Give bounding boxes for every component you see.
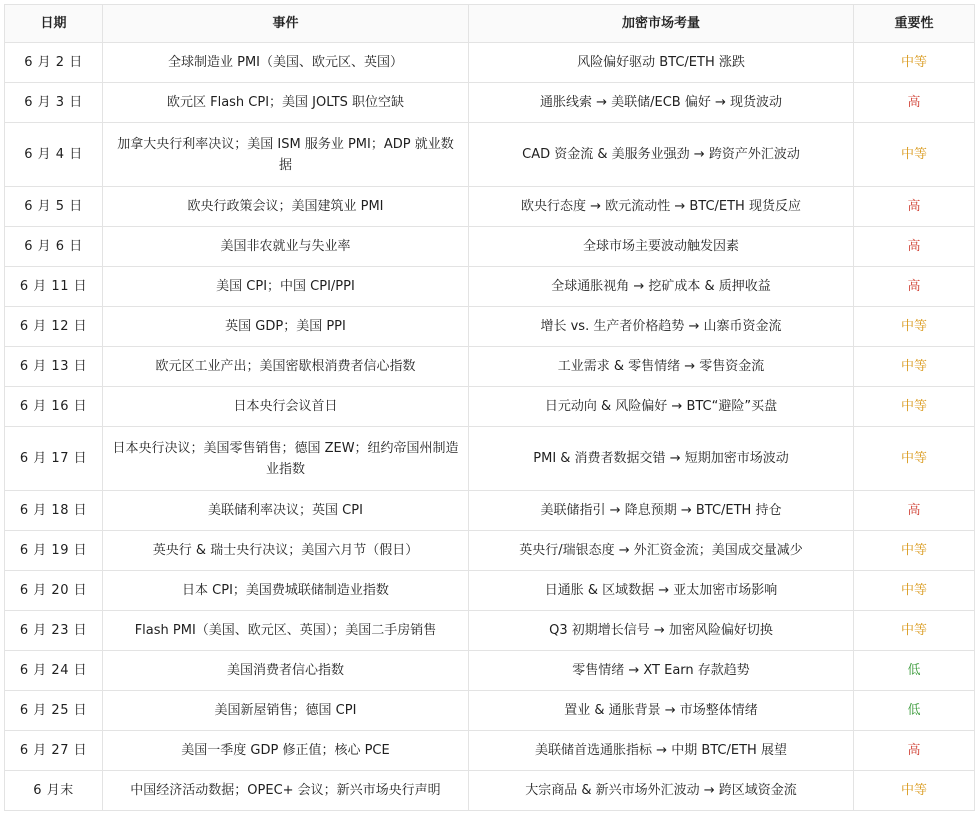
cell-event: 美国非农就业与失业率 [103, 227, 469, 267]
cell-date: 6 月 25 日 [5, 691, 103, 731]
cell-importance: 中等 [854, 571, 975, 611]
cell-crypto: 零售情绪 → XT Earn 存款趋势 [469, 651, 854, 691]
cell-event: 美联储利率决议；英国 CPI [103, 491, 469, 531]
cell-importance: 高 [854, 267, 975, 307]
cell-event: 美国 CPI；中国 CPI/PPI [103, 267, 469, 307]
table-row [5, 387, 975, 427]
cell-event: 中国经济活动数据；OPEC+ 会议；新兴市场央行声明 [103, 771, 469, 811]
cell-crypto: 日元动向 & 风险偏好 → BTC“避险”买盘 [469, 387, 854, 427]
cell-event: Flash PMI（美国、欧元区、英国）；美国二手房销售 [103, 611, 469, 651]
cell-date: 6 月 17 日 [5, 427, 103, 491]
table-row [5, 491, 975, 531]
table-row [5, 307, 975, 347]
cell-importance: 高 [854, 731, 975, 771]
cell-crypto: 置业 & 通胀背景 → 市场整体情绪 [469, 691, 854, 731]
cell-crypto: 全球市场主要波动触发因素 [469, 227, 854, 267]
cell-event: 日本 CPI；美国费城联储制造业指数 [103, 571, 469, 611]
economic-calendar-table [4, 4, 975, 811]
cell-crypto: 大宗商品 & 新兴市场外汇波动 → 跨区域资金流 [469, 771, 854, 811]
cell-importance: 中等 [854, 347, 975, 387]
cell-crypto: 美联储指引 → 降息预期 → BTC/ETH 持仓 [469, 491, 854, 531]
table-row [5, 611, 975, 651]
cell-event: 全球制造业 PMI（美国、欧元区、英国） [103, 43, 469, 83]
cell-date: 6 月 23 日 [5, 611, 103, 651]
cell-crypto: 欧央行态度 → 欧元流动性 → BTC/ETH 现货反应 [469, 187, 854, 227]
header-crypto: 加密市场考量 [469, 5, 854, 43]
cell-event: 美国一季度 GDP 修正值；核心 PCE [103, 731, 469, 771]
cell-crypto: PMI & 消费者数据交错 → 短期加密市场波动 [469, 427, 854, 491]
cell-date: 6 月 16 日 [5, 387, 103, 427]
cell-crypto: 日通胀 & 区域数据 → 亚太加密市场影响 [469, 571, 854, 611]
table-row [5, 731, 975, 771]
cell-crypto: 通胀线索 → 美联储/ECB 偏好 → 现货波动 [469, 83, 854, 123]
table-row [5, 187, 975, 227]
cell-date: 6 月 19 日 [5, 531, 103, 571]
cell-event: 欧元区工业产出；美国密歇根消费者信心指数 [103, 347, 469, 387]
table-row [5, 771, 975, 811]
table-body [5, 43, 975, 811]
header-event: 事件 [103, 5, 469, 43]
cell-crypto: 工业需求 & 零售情绪 → 零售资金流 [469, 347, 854, 387]
cell-event: 欧央行政策会议；美国建筑业 PMI [103, 187, 469, 227]
cell-event: 日本央行会议首日 [103, 387, 469, 427]
cell-importance: 低 [854, 691, 975, 731]
cell-date: 6 月 11 日 [5, 267, 103, 307]
cell-date: 6 月 13 日 [5, 347, 103, 387]
cell-date: 6 月末 [5, 771, 103, 811]
cell-importance: 中等 [854, 531, 975, 571]
header-row [5, 5, 975, 43]
table-row [5, 427, 975, 491]
cell-importance: 中等 [854, 387, 975, 427]
cell-event: 日本央行决议；美国零售销售；德国 ZEW；纽约帝国州制造业指数 [103, 427, 469, 491]
cell-event: 欧元区 Flash CPI；美国 JOLTS 职位空缺 [103, 83, 469, 123]
cell-importance: 中等 [854, 43, 975, 83]
cell-date: 6 月 2 日 [5, 43, 103, 83]
table-row [5, 83, 975, 123]
cell-crypto: 风险偏好驱动 BTC/ETH 涨跌 [469, 43, 854, 83]
table-row [5, 571, 975, 611]
cell-importance: 中等 [854, 611, 975, 651]
cell-importance: 高 [854, 491, 975, 531]
table-row [5, 347, 975, 387]
cell-importance: 中等 [854, 123, 975, 187]
cell-date: 6 月 24 日 [5, 651, 103, 691]
cell-event: 英国 GDP；美国 PPI [103, 307, 469, 347]
cell-importance: 中等 [854, 427, 975, 491]
cell-date: 6 月 4 日 [5, 123, 103, 187]
cell-event: 美国消费者信心指数 [103, 651, 469, 691]
table-row [5, 531, 975, 571]
header-date: 日期 [5, 5, 103, 43]
cell-crypto: 美联储首选通胀指标 → 中期 BTC/ETH 展望 [469, 731, 854, 771]
table-row [5, 691, 975, 731]
cell-importance: 高 [854, 187, 975, 227]
cell-crypto: 全球通胀视角 → 挖矿成本 & 质押收益 [469, 267, 854, 307]
cell-crypto: 英央行/瑞银态度 → 外汇资金流；美国成交量减少 [469, 531, 854, 571]
cell-crypto: Q3 初期增长信号 → 加密风险偏好切换 [469, 611, 854, 651]
cell-date: 6 月 12 日 [5, 307, 103, 347]
cell-crypto: CAD 资金流 & 美服务业强劲 → 跨资产外汇波动 [469, 123, 854, 187]
table-row [5, 43, 975, 83]
cell-crypto: 增长 vs. 生产者价格趋势 → 山寨币资金流 [469, 307, 854, 347]
table-header [5, 5, 975, 43]
cell-date: 6 月 18 日 [5, 491, 103, 531]
cell-date: 6 月 20 日 [5, 571, 103, 611]
cell-event: 英央行 & 瑞士央行决议；美国六月节（假日） [103, 531, 469, 571]
table-row [5, 123, 975, 187]
cell-importance: 中等 [854, 307, 975, 347]
cell-importance: 高 [854, 83, 975, 123]
cell-importance: 中等 [854, 771, 975, 811]
cell-date: 6 月 27 日 [5, 731, 103, 771]
table-row [5, 651, 975, 691]
cell-importance: 高 [854, 227, 975, 267]
header-importance: 重要性 [854, 5, 975, 43]
cell-importance: 低 [854, 651, 975, 691]
table-row [5, 267, 975, 307]
cell-event: 加拿大央行利率决议；美国 ISM 服务业 PMI；ADP 就业数据 [103, 123, 469, 187]
cell-date: 6 月 5 日 [5, 187, 103, 227]
cell-date: 6 月 6 日 [5, 227, 103, 267]
table-row [5, 227, 975, 267]
cell-event: 美国新屋销售；德国 CPI [103, 691, 469, 731]
cell-date: 6 月 3 日 [5, 83, 103, 123]
